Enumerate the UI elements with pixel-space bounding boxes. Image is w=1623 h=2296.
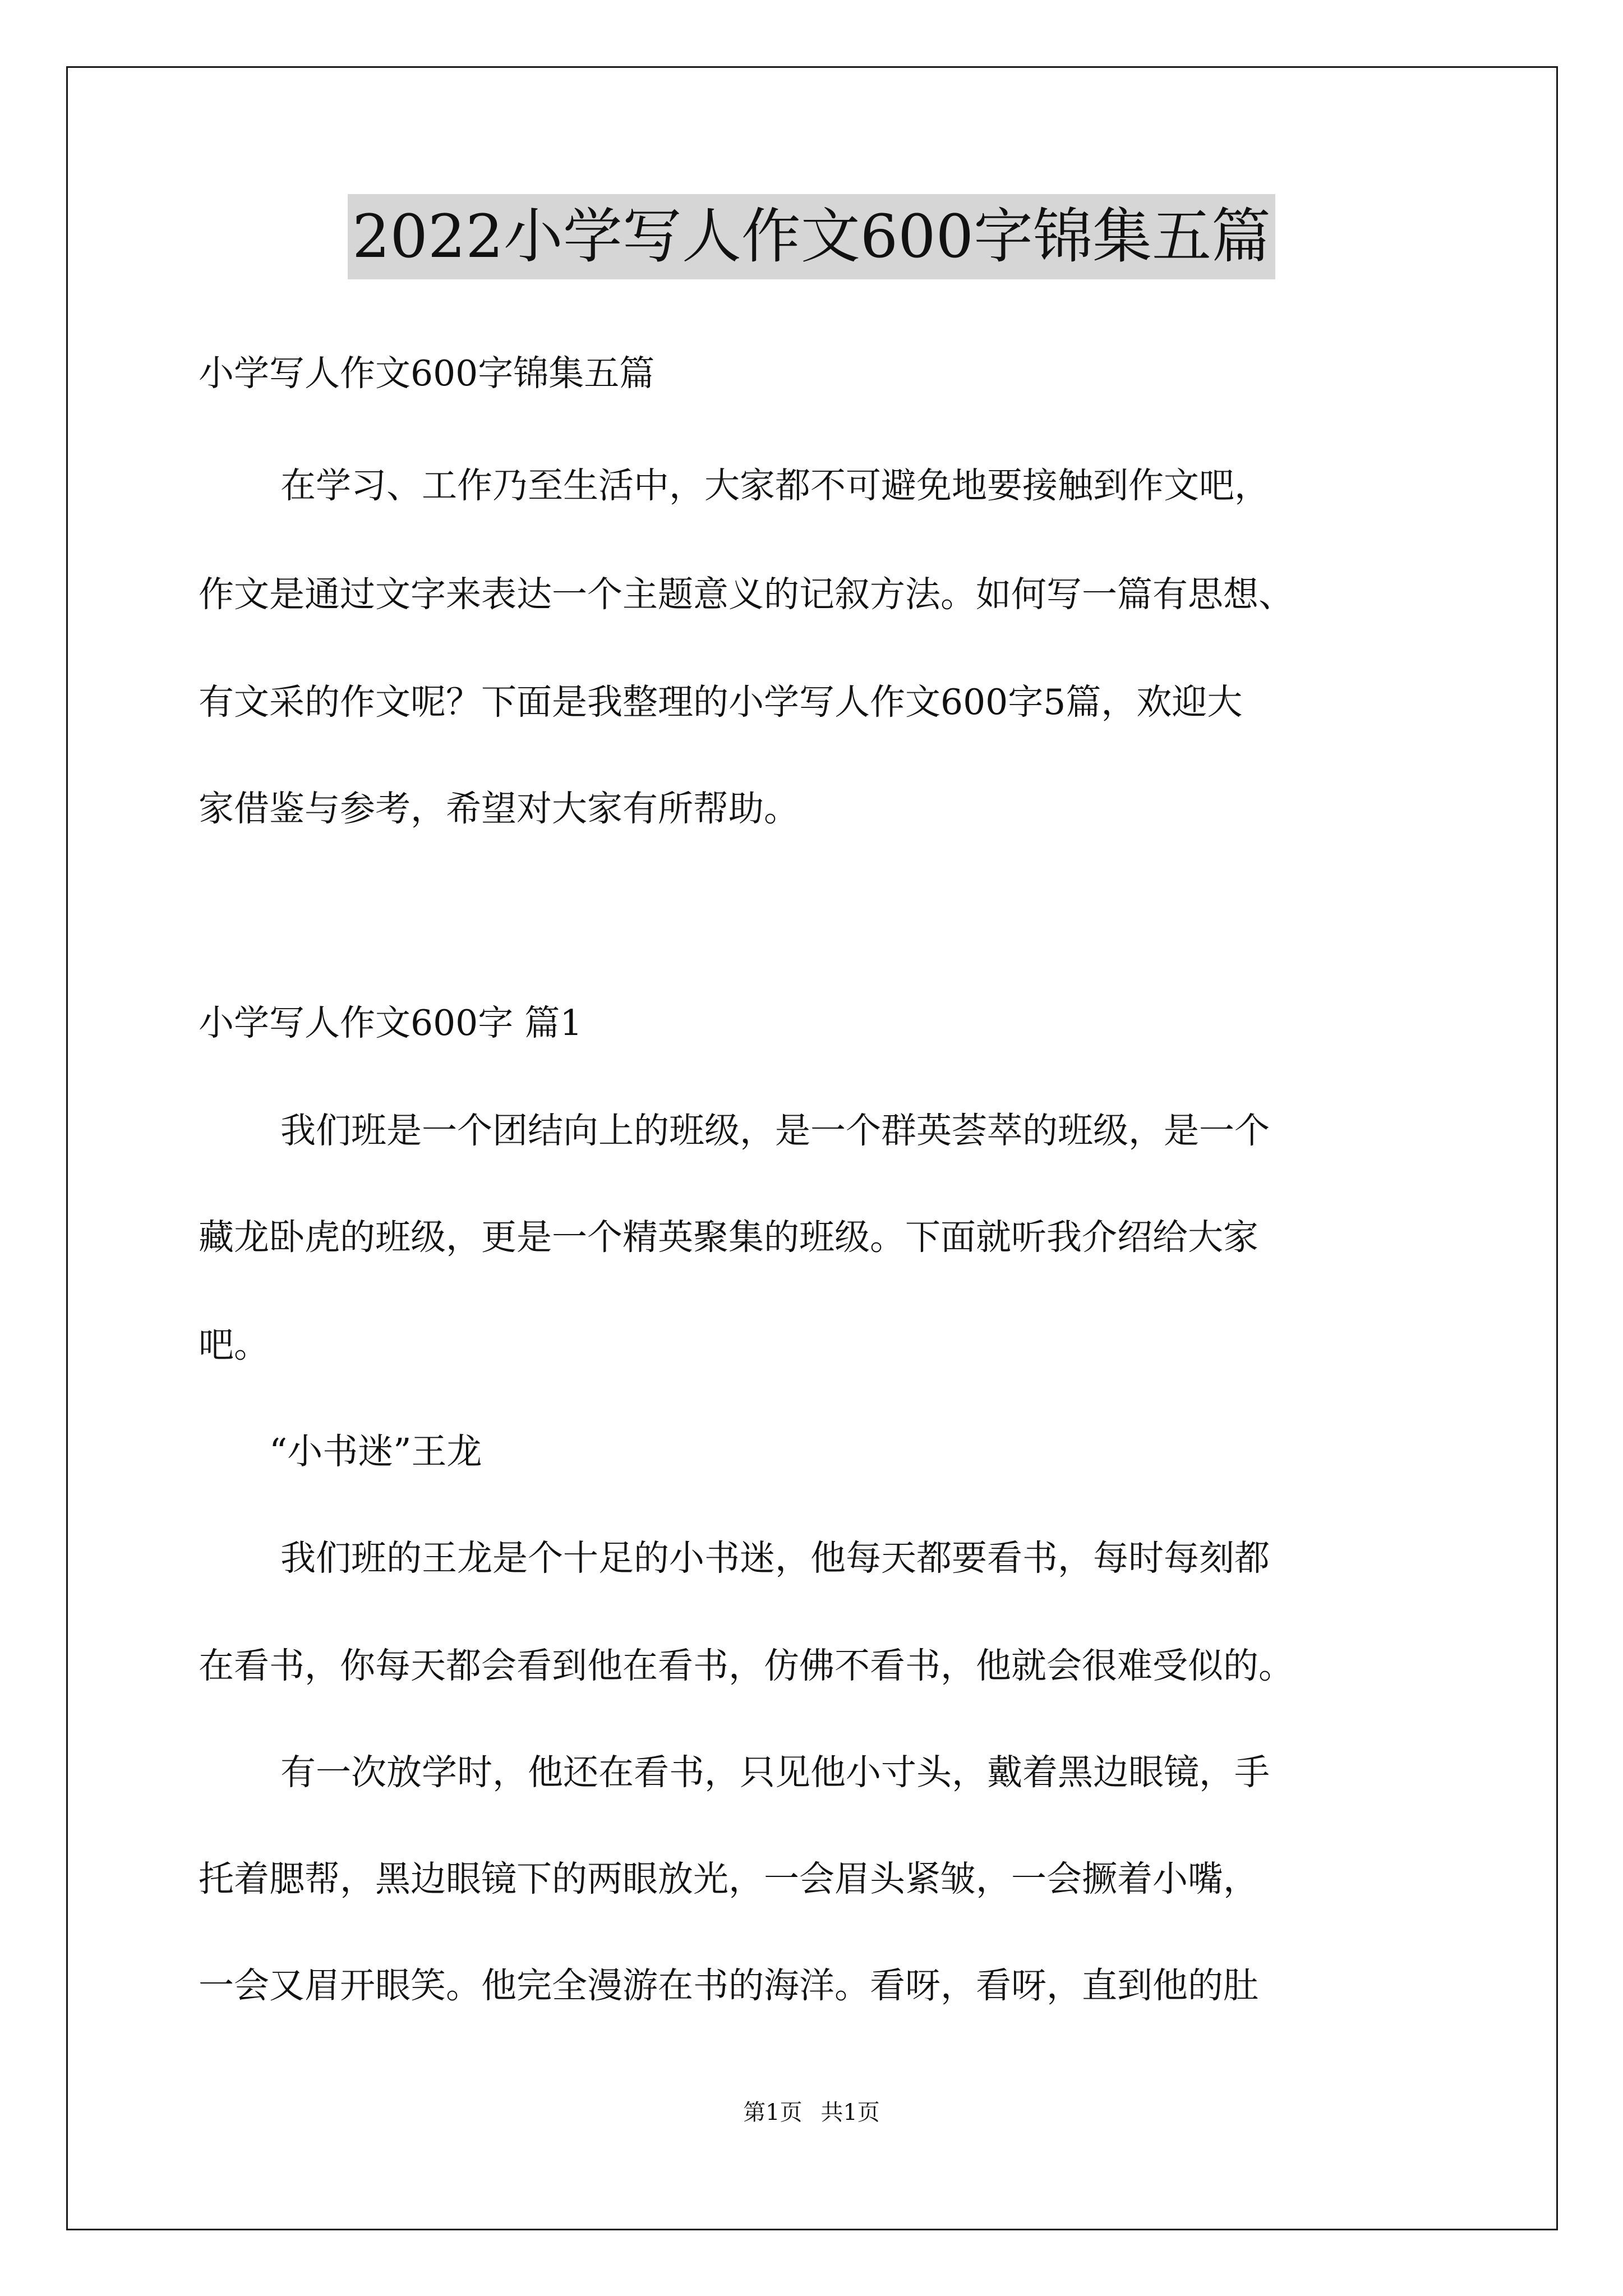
page-footer bbox=[0, 2097, 1623, 2128]
subsection-heading: “小书迷”王龙 bbox=[269, 1431, 482, 1472]
body-line: 藏龙卧虎的班级，更是一个精英聚集的班级。下面就听我介绍给大家 bbox=[199, 1217, 1258, 1258]
intro-line-4: 家借鉴与参考，希望对大家有所帮助。 bbox=[199, 788, 799, 829]
body-line: 吧。 bbox=[199, 1324, 269, 1365]
body-line: 我们班的王龙是个十足的小书迷，他每天都要看书，每时每刻都 bbox=[280, 1538, 1270, 1579]
body-line: 有一次放学时，他还在看书，只见他小寸头，戴着黑边眼镜，手 bbox=[280, 1752, 1270, 1793]
body-line: 托着腮帮，黑边眼镜下的两眼放光，一会眉头紧皱，一会撅着小嘴， bbox=[199, 1858, 1258, 1899]
page-number-total: 共1页 bbox=[820, 2100, 880, 2125]
body-line: 一会又眉开眼笑。他完全漫游在书的海洋。看呀，看呀，直到他的肚 bbox=[199, 1965, 1258, 2006]
title-container bbox=[0, 194, 1623, 279]
document-title: 2022小学写人作文600字锦集五篇 bbox=[348, 194, 1275, 279]
intro-line-2: 作文是通过文字来表达一个主题意义的记叙方法。如何写一篇有思想、 bbox=[199, 574, 1294, 615]
document-subtitle: 小学写人作文600字锦集五篇 bbox=[199, 353, 655, 394]
page-number-current: 第1页 bbox=[743, 2100, 803, 2125]
body-line: 在看书，你每天都会看到他在看书，仿佛不看书，他就会很难受似的。 bbox=[199, 1645, 1294, 1686]
section-heading: 小学写人作文600字 篇1 bbox=[199, 1002, 583, 1043]
body-line: 我们班是一个团结向上的班级，是一个群英荟萃的班级，是一个 bbox=[280, 1110, 1270, 1151]
intro-line-1: 在学习、工作乃至生活中，大家都不可避免地要接触到作文吧， bbox=[280, 465, 1270, 506]
intro-line-3: 有文采的作文呢？下面是我整理的小学写人作文600字5篇，欢迎大 bbox=[199, 682, 1243, 723]
